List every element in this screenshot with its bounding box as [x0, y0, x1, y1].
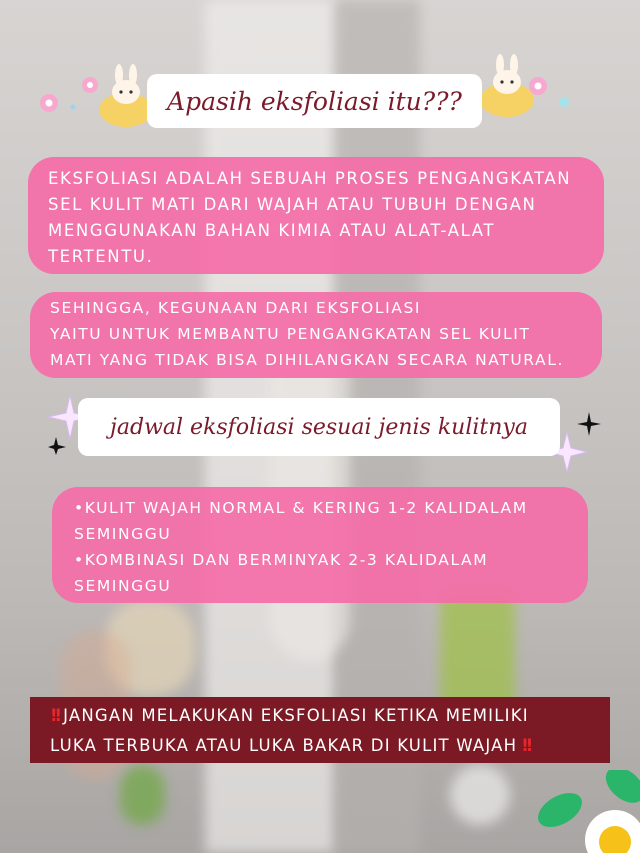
double-exclamation-icon: !!	[50, 706, 60, 725]
flower-sticker-icon	[35, 75, 105, 120]
page-title	[147, 74, 482, 128]
benefit-line: YAITU UNTUK MEMBANTU PENGANGKATAN SEL KULIT	[50, 325, 531, 343]
flower-sticker-icon	[522, 72, 582, 117]
warning-line: LUKA TERBUKA ATAU LUKA BAKAR DI KULIT WAJAH !!	[50, 736, 531, 755]
definition-line: MENGGUNAKAN BAHAN KIMIA ATAU ALAT-ALAT	[48, 221, 496, 240]
schedule-title	[78, 398, 560, 456]
background-shape	[450, 765, 510, 825]
page-title-text: Apasih eksfoliasi itu???	[167, 86, 462, 116]
schedule-line: •KULIT WAJAH NORMAL & KERING 1-2 KALIDALAM	[74, 499, 528, 517]
schedule-line: SEMINGGU	[74, 577, 172, 595]
benefit-line: MATI YANG TIDAK BISA DIHILANGKAN SECARA NATURAL.	[50, 351, 564, 369]
definition-line: EKSFOLIASI ADALAH SEBUAH PROSES PENGANGKATAN	[48, 169, 572, 188]
benefit-line: SEHINGGA, KEGUNAAN DARI EKSFOLIASI	[50, 299, 422, 317]
definition-line: TERTENTU.	[48, 247, 154, 266]
schedule-line: SEMINGGU	[74, 525, 172, 543]
definition-line: SEL KULIT MATI DARI WAJAH ATAU TUBUH DENGAN	[48, 195, 537, 214]
warning-banner	[30, 697, 610, 763]
warning-line: !! JANGAN MELAKUKAN EKSFOLIASI KETIKA MEMILIKI	[50, 706, 529, 725]
schedule-title-text: jadwal eksfoliasi sesuai jenis kulitnya	[110, 414, 528, 440]
background-shape	[120, 765, 165, 825]
schedule-box	[52, 487, 588, 603]
flower-icon	[530, 770, 640, 853]
definition-box	[28, 157, 604, 274]
schedule-line: •KOMBINASI DAN BERMINYAK 2-3 KALIDALAM	[74, 551, 489, 569]
double-exclamation-icon: !!	[521, 736, 531, 755]
benefit-box	[30, 292, 602, 378]
